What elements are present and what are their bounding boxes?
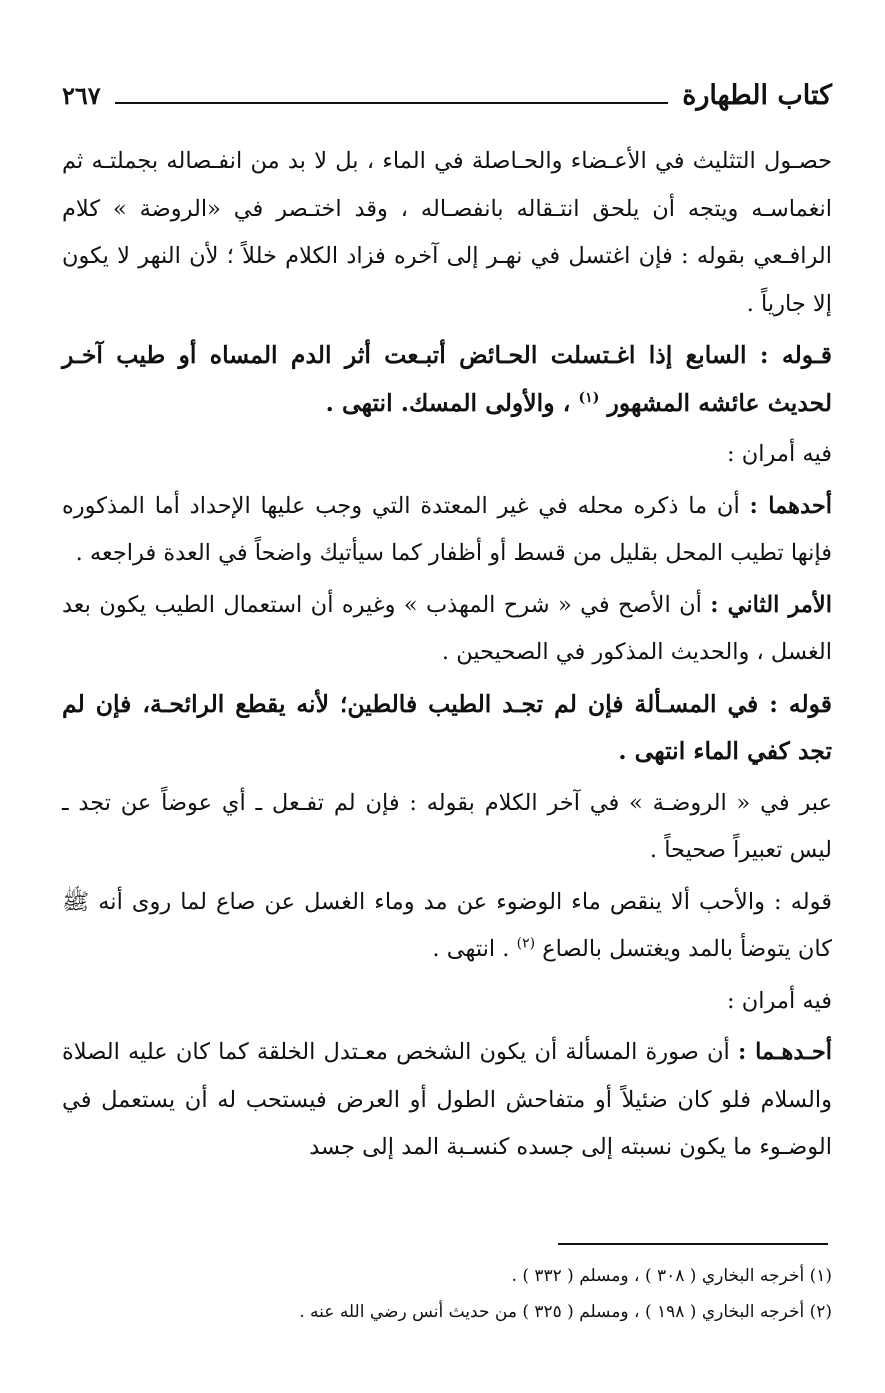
running-header xyxy=(62,76,832,116)
chapter-title: كتاب الطهارة xyxy=(682,80,832,111)
quote-text-end: ، والأولى المسك. انتهى . xyxy=(325,388,571,417)
main-text xyxy=(62,138,832,1172)
header-rule xyxy=(115,102,669,104)
paragraph-body: أن صورة المسألة أن يكون الشخص معـتدل الخلقة كما كان عليه الصلاة والسلام فلو كان ضئيلاً أو متفاحش الطول أو العرض فيستحب له أن يستعمل في الوضـوء ما يكون نسبته إلى جسده كنسـبة المد إلى جسد xyxy=(62,1039,832,1160)
paragraph-lead: أحدهما : xyxy=(749,492,833,519)
footnotes xyxy=(62,1258,832,1330)
footnote-2: (٢) أخرجه البخاري ( ١٩٨ ) ، ومسلم ( ٣٢٥ ) من حديث أنس رضي الله عنه . xyxy=(299,1302,832,1322)
quote-paragraph-6: قوله : في المسـألة فإن لم تجـد الطيب فالطين؛ لأنه يقطع الرائحـة، فإن لم تجد كفي الماء انتهى . xyxy=(62,689,832,765)
footnote-1: (١) أخرجه البخاري ( ٣٠٨ ) ، ومسلم ( ٣٣٢ ) . xyxy=(511,1266,832,1286)
paragraph-7: عبر في « الروضـة » في آخر الكلام بقوله : فإن لم تفـعل ـ أي عوضاً عن تجد ـ ليس تعبيراً صحيحاً . xyxy=(62,789,832,863)
page-number: ٢٦٧ xyxy=(62,81,101,110)
footnote-ref-1: (١) xyxy=(578,389,600,406)
quote-text: قـوله : السابع إذا اغـتسلت الحـائض أتبـعت أثر الدم المساه أو طيب آخـر لحديث عائشه المشهور xyxy=(62,341,832,417)
paragraph-body: قوله : والأحب ألا ينقص ماء الوضوء عن مد وماء الغسل عن صاع لما روى أنه ﷺ كان يتوضأ بالمد ويغتسل بالصاع xyxy=(62,888,832,962)
paragraph-4 xyxy=(62,483,832,578)
quote-paragraph-2 xyxy=(62,332,832,427)
paragraph-lead: أحـدهـما : xyxy=(737,1039,832,1065)
paragraph-body: أن الأصح في « شرح المهذب » وغيره أن استعمال الطيب يكون بعد الغسل ، والحديث المذكور في الصحيحين . xyxy=(62,591,832,665)
footnote-ref-2: (٢) xyxy=(516,935,536,952)
paragraph-body-end: . انتهى . xyxy=(432,936,510,962)
paragraph-5 xyxy=(62,582,832,677)
paragraph-9: فيه أمران : xyxy=(727,987,832,1014)
paragraph-lead: الأمر الثاني : xyxy=(710,591,833,618)
paragraph-3: فيه أمران : xyxy=(727,441,832,467)
paragraph-10 xyxy=(62,1029,832,1172)
paragraph-8 xyxy=(62,879,832,974)
footnote-separator xyxy=(558,1243,828,1245)
paragraph-body: أن ما ذكره محله في غير المعتدة التي وجب عليها الإحداد أما المذكوره فإنها تطيب المحل بقليل من قسط أو أظفار كما سيأتيك واضحاً في العدة فراجعه . xyxy=(62,492,832,566)
paragraph-1: حصـول التثليث في الأعـضاء والحـاصلة في الماء ، بل لا بد من انفـصاله بجملتـه ثم انغماسـه ويتجه أن يلحق انتـقاله بانفصـاله ، وقد اختـصر في «الروضة » كلام الرافـعي بقوله : فإن اغتسل في نهـر إلى آخره فزاد الكلام خللاً ؛ لأن النهر لا يكون إلا جارياً . xyxy=(62,148,832,317)
